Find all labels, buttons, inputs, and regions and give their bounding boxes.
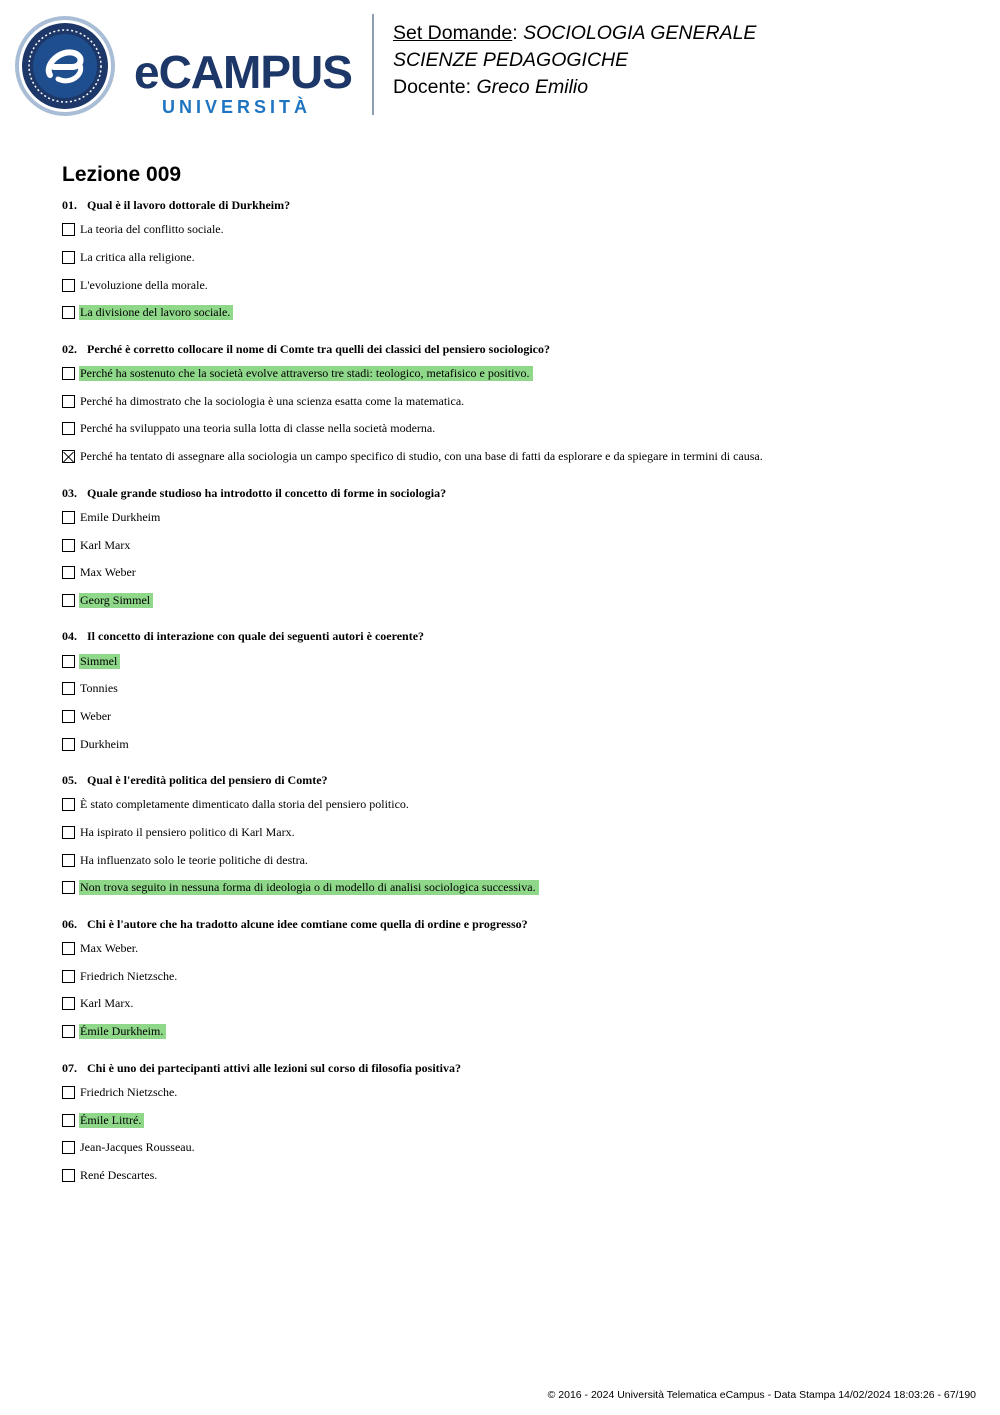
answer-text: Max Weber.	[80, 941, 139, 956]
set-label: Set Domande	[393, 22, 513, 44]
checkbox-icon[interactable]	[62, 798, 75, 811]
checkbox-icon[interactable]	[62, 1086, 75, 1099]
checkbox-icon[interactable]	[62, 306, 75, 319]
question-text	[62, 913, 962, 935]
checkbox-icon[interactable]	[62, 942, 75, 955]
answer-text-correct: Émile Durkheim.	[79, 1024, 166, 1039]
checkbox-icon[interactable]	[62, 594, 75, 607]
question-text	[62, 769, 962, 791]
checkbox-icon[interactable]	[62, 395, 75, 408]
question-text	[62, 625, 962, 647]
checkbox-icon[interactable]	[62, 738, 75, 751]
page-footer: © 2016 - 2024 Università Telematica eCampus - Data Stampa 14/02/2024 18:03:26 - 67/190	[547, 1389, 976, 1401]
question-block	[62, 482, 962, 615]
checkbox-icon[interactable]	[62, 970, 75, 983]
answer-text-correct: Perché ha sostenuto che la società evolve attraverso tre stadi: teologico, metafisico e positivo.	[79, 366, 533, 381]
answer-option[interactable]	[62, 531, 962, 559]
answer-option[interactable]	[62, 990, 962, 1018]
question-text	[62, 482, 962, 504]
answer-text: Perché ha tentato di assegnare alla sociologia un campo specifico di studio, con una base di fatti da esplorare e da spiegare in termini di causa.	[80, 449, 763, 464]
answer-option[interactable]	[62, 935, 962, 963]
answer-text-correct: Simmel	[79, 654, 120, 669]
answer-text: Friedrich Nietzsche.	[80, 968, 178, 983]
answer-option[interactable]	[62, 360, 962, 388]
answer-option[interactable]	[62, 730, 962, 758]
answer-option[interactable]	[62, 271, 962, 299]
answer-option[interactable]	[62, 244, 962, 272]
checkbox-icon[interactable]	[62, 223, 75, 236]
answer-text: Durkheim	[80, 736, 129, 751]
checkbox-icon[interactable]	[62, 1025, 75, 1038]
question-label: Quale grande studioso ha introdotto il concetto di forme in sociologia?	[87, 485, 447, 500]
answer-text: L'evoluzione della morale.	[80, 277, 208, 292]
answer-option[interactable]	[62, 703, 962, 731]
answer-option[interactable]	[62, 846, 962, 874]
question-number: 02.	[62, 341, 77, 356]
answer-text: Friedrich Nietzsche.	[80, 1084, 178, 1099]
checkbox-icon[interactable]	[62, 881, 75, 894]
answer-text: Emile Durkheim	[80, 509, 161, 524]
answer-text-correct: La divisione del lavoro sociale.	[79, 305, 233, 320]
question-number: 01.	[62, 198, 77, 212]
question-block	[62, 625, 962, 758]
question-text	[62, 194, 962, 216]
answer-text-correct: Non trova seguito in nessuna forma di ideologia o di modello di analisi sociologica successiva.	[79, 880, 539, 895]
question-label: Chi è l'autore che ha tradotto alcune idee comtiane come quella di ordine e progresso?	[87, 916, 528, 931]
question-label: Qual è l'eredità politica del pensiero di Comte?	[87, 773, 328, 787]
question-label: Il concetto di interazione con quale dei seguenti autori è coerente?	[87, 629, 425, 644]
answer-text: René Descartes.	[80, 1167, 158, 1182]
checkbox-icon[interactable]	[62, 279, 75, 292]
answer-option[interactable]	[62, 1162, 962, 1190]
answer-option[interactable]	[62, 1079, 962, 1107]
checkbox-icon[interactable]	[62, 511, 75, 524]
answer-text: Perché ha sviluppato una teoria sulla lotta di classe nella società moderna.	[80, 421, 436, 436]
answer-text: Weber	[80, 708, 112, 723]
question-list	[62, 194, 962, 1200]
checkbox-icon[interactable]	[62, 710, 75, 723]
question-number: 06.	[62, 916, 77, 931]
answer-option[interactable]	[62, 791, 962, 819]
question-text	[62, 338, 962, 360]
answer-option[interactable]	[62, 559, 962, 587]
answer-text: La teoria del conflitto sociale.	[80, 222, 224, 237]
checkbox-icon[interactable]	[62, 655, 75, 668]
checkbox-icon[interactable]	[62, 1169, 75, 1182]
answer-option[interactable]	[62, 1134, 962, 1162]
answer-option[interactable]	[62, 504, 962, 532]
checkbox-icon[interactable]	[62, 539, 75, 552]
answer-text: Ha ispirato il pensiero politico di Karl Marx.	[80, 825, 295, 840]
answer-text: Perché ha dimostrato che la sociologia è una scienza esatta come la matematica.	[80, 393, 465, 408]
answer-option[interactable]	[62, 647, 962, 675]
answer-text-correct: Émile Littré.	[79, 1113, 144, 1128]
university-seal-icon	[14, 15, 116, 117]
checkbox-icon[interactable]	[62, 1141, 75, 1154]
answer-option[interactable]	[62, 443, 962, 471]
checkbox-checked-icon[interactable]	[62, 450, 75, 463]
answer-text-correct: Georg Simmel	[79, 593, 153, 608]
logo-wordmark: eCAMPUS	[134, 46, 352, 98]
answer-option[interactable]	[62, 675, 962, 703]
question-block	[62, 913, 962, 1046]
question-text	[62, 1057, 962, 1079]
answer-text: Tonnies	[80, 681, 118, 696]
checkbox-icon[interactable]	[62, 997, 75, 1010]
answer-option[interactable]	[62, 387, 962, 415]
question-block	[62, 769, 962, 902]
answer-text: Karl Marx.	[80, 996, 134, 1011]
checkbox-icon[interactable]	[62, 367, 75, 380]
answer-option[interactable]	[62, 819, 962, 847]
question-block	[62, 338, 962, 471]
question-block	[62, 1057, 962, 1190]
answer-option[interactable]	[62, 587, 962, 615]
checkbox-icon[interactable]	[62, 682, 75, 695]
lesson-title: Lezione 009	[62, 163, 182, 186]
question-label: Chi è uno dei partecipanti attivi alle lezioni sul corso di filosofia positiva?	[87, 1060, 462, 1075]
answer-option[interactable]	[62, 299, 962, 327]
answer-text: Jean-Jacques Rousseau.	[80, 1140, 195, 1155]
question-number: 04.	[62, 629, 77, 644]
answer-option[interactable]	[62, 962, 962, 990]
question-block	[62, 194, 962, 327]
set-line: Set Domande: SOCIOLOGIA GENERALE	[393, 22, 757, 44]
answer-option[interactable]	[62, 1018, 962, 1046]
answer-text: Karl Marx	[80, 537, 131, 552]
checkbox-icon[interactable]	[62, 826, 75, 839]
answer-option[interactable]	[62, 874, 962, 902]
checkbox-icon[interactable]	[62, 251, 75, 264]
question-number: 07.	[62, 1060, 77, 1075]
answer-text: Ha influenzato solo le teorie politiche di destra.	[80, 852, 308, 867]
question-number: 03.	[62, 485, 77, 500]
answer-text: È stato completamente dimenticato dalla storia del pensiero politico.	[80, 797, 409, 812]
checkbox-icon[interactable]	[62, 854, 75, 867]
course-name: SCIENZE PEDAGOGICHE	[393, 49, 629, 71]
teacher-name: Greco Emilio	[476, 76, 589, 98]
answer-text: La critica alla religione.	[80, 250, 195, 265]
answer-text: Max Weber	[80, 565, 136, 580]
header-info	[393, 20, 756, 101]
question-label: Qual è il lavoro dottorale di Durkheim?	[87, 198, 291, 212]
checkbox-icon[interactable]	[62, 566, 75, 579]
answer-option[interactable]	[62, 216, 962, 244]
header-divider	[372, 14, 374, 115]
teacher-label: Docente	[393, 76, 466, 98]
checkbox-icon[interactable]	[62, 1114, 75, 1127]
answer-option[interactable]	[62, 1106, 962, 1134]
checkbox-icon[interactable]	[62, 422, 75, 435]
subject-name: SOCIOLOGIA GENERALE	[523, 22, 757, 44]
answer-option[interactable]	[62, 415, 962, 443]
teacher-line: Docente: Greco Emilio	[393, 76, 589, 98]
ecampus-logo	[14, 15, 359, 117]
question-number: 05.	[62, 773, 77, 787]
logo-subtitle: UNIVERSITÀ	[162, 97, 312, 117]
question-label: Perché è corretto collocare il nome di Comte tra quelli dei classici del pensiero sociologico?	[87, 341, 551, 356]
